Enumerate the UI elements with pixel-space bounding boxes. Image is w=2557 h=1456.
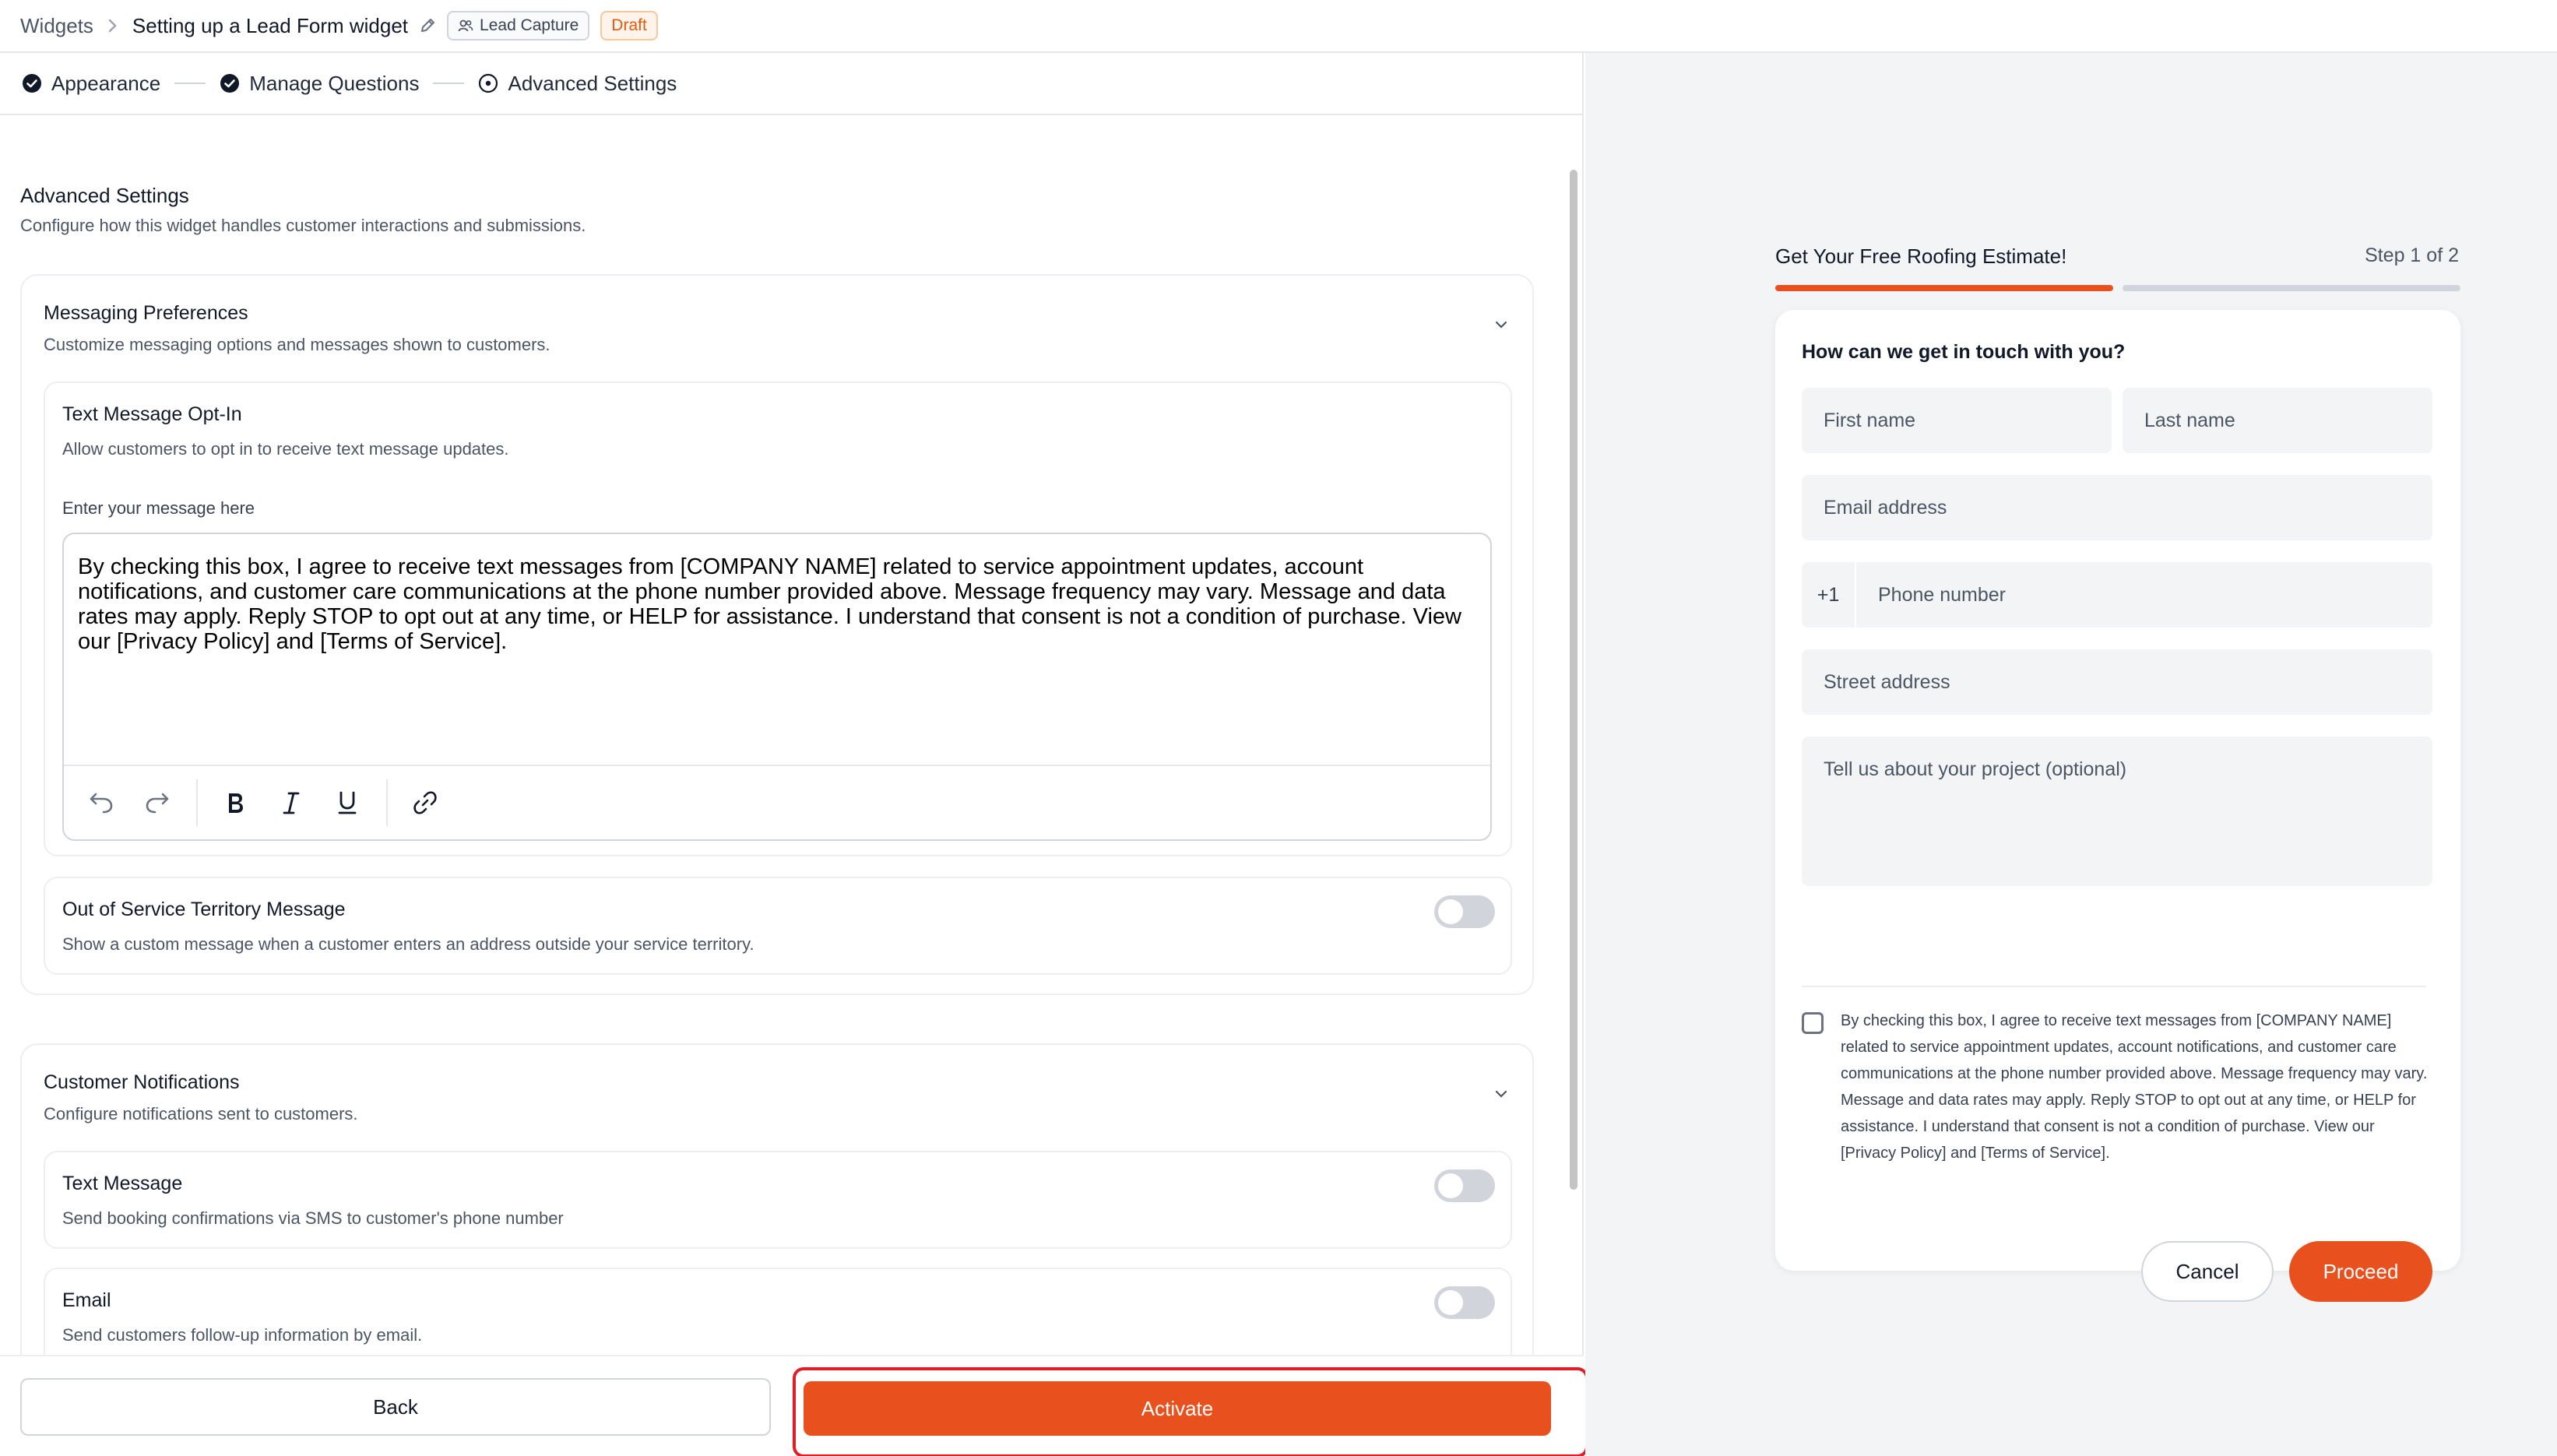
stepper: [0, 53, 1584, 115]
step-appearance[interactable]: [22, 72, 160, 96]
text-opt-in-title: Text Message Opt-In: [62, 403, 242, 425]
email-desc: Send customers follow-up information by email.: [62, 1325, 423, 1345]
pencil-icon[interactable]: [419, 17, 436, 34]
text-opt-in-desc: Allow customers to opt in to receive text message updates.: [62, 439, 509, 459]
undo-icon[interactable]: [81, 783, 121, 823]
preview-form-card: [1775, 310, 2460, 1283]
step-manage-questions[interactable]: [220, 72, 419, 96]
divider: [1802, 986, 2426, 987]
step-label: Advanced Settings: [508, 71, 677, 95]
redo-icon[interactable]: [137, 783, 178, 823]
customer-notifications-card: [20, 1043, 1534, 1355]
config-pane: [0, 53, 1584, 1456]
preview-proceed-button[interactable]: Proceed: [2289, 1241, 2432, 1302]
text-message-title: Text Message: [62, 1173, 183, 1194]
current-step-icon: [478, 73, 498, 93]
email-toggle[interactable]: [1434, 1286, 1495, 1319]
step-connector: [433, 83, 464, 84]
email-title: Email: [62, 1289, 111, 1311]
out-of-territory-toggle[interactable]: [1434, 895, 1495, 928]
phone-field[interactable]: [1802, 562, 2432, 628]
widget-preview-pane: [1585, 53, 2557, 1456]
phone-country-code[interactable]: +1: [1802, 562, 1856, 628]
text-message-desc: Send booking confirmations via SMS to customer's phone number: [62, 1208, 564, 1228]
project-details-field[interactable]: Tell us about your project (optional): [1802, 737, 2432, 886]
editor-label: Enter your message here: [62, 498, 255, 518]
customer-notifications-subtitle: Configure notifications sent to customers.: [44, 1104, 358, 1124]
settings-heading: [20, 184, 586, 236]
preview-question: How can we get in touch with you?: [1802, 341, 2126, 363]
last-name-field[interactable]: Last name: [2123, 388, 2432, 453]
settings-scroll-area[interactable]: [0, 117, 1573, 1355]
settings-subtitle: Configure how this widget handles customer interactions and submissions.: [20, 216, 586, 235]
out-of-territory-section: [44, 877, 1512, 975]
preview-cancel-button[interactable]: Cancel: [2141, 1241, 2274, 1302]
step-label: Manage Questions: [249, 71, 420, 95]
email-notification-section: [44, 1268, 1512, 1355]
chevron-down-icon[interactable]: [1493, 319, 1509, 330]
editor-toolbar: [64, 765, 1490, 839]
top-header: [0, 0, 2557, 53]
bold-icon[interactable]: [215, 783, 255, 823]
activate-button[interactable]: Activate: [804, 1381, 1551, 1436]
messaging-preferences-card: [20, 274, 1534, 995]
lead-capture-label: Lead Capture: [480, 16, 579, 34]
settings-title: Advanced Settings: [20, 184, 189, 207]
users-icon: [458, 18, 473, 33]
text-message-notification-section: [44, 1151, 1512, 1249]
progress-step-1: [1775, 285, 2113, 291]
step-advanced-settings[interactable]: [478, 72, 677, 96]
preview-title: Get Your Free Roofing Estimate!: [1775, 244, 2067, 268]
email-field[interactable]: Email address: [1802, 475, 2432, 540]
consent-checkbox[interactable]: [1802, 1012, 1824, 1034]
first-name-field[interactable]: First name: [1802, 388, 2112, 453]
phone-placeholder: Phone number: [1878, 583, 2007, 606]
toolbar-divider: [196, 779, 198, 826]
check-circle-icon: [220, 73, 240, 93]
customer-notifications-title[interactable]: Customer Notifications: [44, 1071, 240, 1093]
italic-icon[interactable]: [271, 783, 311, 823]
preview-step-indicator: Step 1 of 2: [2365, 244, 2459, 266]
page-title: Setting up a Lead Form widget: [132, 13, 409, 37]
toolbar-divider: [386, 779, 388, 826]
link-icon[interactable]: [405, 783, 445, 823]
street-address-field[interactable]: Street address: [1802, 649, 2432, 715]
check-circle-icon: [22, 73, 42, 93]
status-badge: Draft: [600, 11, 658, 40]
text-message-toggle[interactable]: [1434, 1169, 1495, 1202]
settings-scrollbar[interactable]: [1570, 170, 1577, 1190]
breadcrumb-widgets-link[interactable]: Widgets: [20, 13, 93, 37]
opt-in-message-editor[interactable]: [62, 533, 1492, 841]
out-of-territory-desc: Show a custom message when a customer enters an address outside your service territory.: [62, 934, 754, 954]
messaging-preferences-title[interactable]: Messaging Preferences: [44, 302, 248, 324]
messaging-preferences-subtitle: Customize messaging options and messages shown to customers.: [44, 335, 550, 354]
progress-step-2: [2123, 285, 2460, 291]
chevron-down-icon[interactable]: [1493, 1088, 1509, 1099]
consent-text: By checking this box, I agree to receive text messages from [COMPANY NAME] related to service appointment updates, account notifications, and customer care communications at the phone number provided above. Message frequency may vary. Message and data rates may apply. Reply STOP to opt out at any time, or HELP for assistance. I understand that consent is not a condition of purchase. View our [Privacy Policy] and [Terms of Service].: [1841, 1012, 2428, 1162]
lead-capture-badge: [447, 11, 589, 40]
chevron-right-icon: [107, 18, 118, 33]
underline-icon[interactable]: [327, 783, 368, 823]
out-of-territory-title: Out of Service Territory Message: [62, 899, 346, 920]
text-opt-in-section: [44, 382, 1512, 856]
step-label: Appearance: [51, 71, 161, 95]
footer-actions: [0, 1355, 1584, 1456]
back-button[interactable]: Back: [20, 1378, 771, 1436]
step-connector: [174, 83, 206, 84]
opt-in-message-text[interactable]: By checking this box, I agree to receive text messages from [COMPANY NAME] related to service appointment updates, account notifications, and customer care communications at the phone number provided above. Message frequency may vary. Message and data rates may apply. Reply STOP to opt out at any time, or HELP for assistance. I understand that consent is not a condition of purchase. View our [Privacy Policy] and [Terms of Service].: [78, 554, 1461, 654]
